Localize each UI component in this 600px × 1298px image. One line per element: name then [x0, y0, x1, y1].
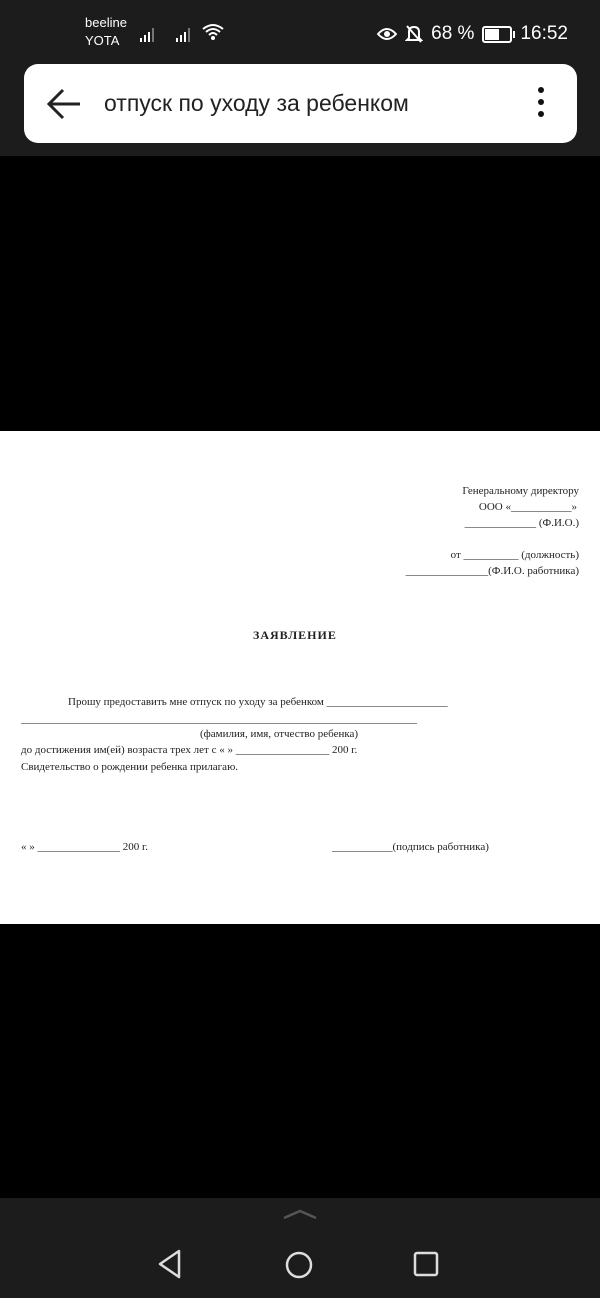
back-arrow-icon[interactable] — [46, 88, 82, 120]
search-region — [0, 64, 600, 156]
eye-icon — [377, 27, 397, 41]
battery-icon — [482, 26, 512, 43]
document-title: ЗАЯВЛЕНИЕ — [253, 628, 337, 642]
body-line-3: до достижения им(ей) возраста трех лет с « » _________________ 200 г. — [21, 744, 358, 756]
bell-off-icon — [405, 24, 423, 44]
battery-percent: 68 % — [431, 23, 475, 44]
body-line-2: ________________________________________________________________________ — [21, 713, 417, 725]
document-image — [0, 431, 600, 924]
search-bar[interactable] — [24, 64, 577, 143]
more-vertical-icon[interactable] — [533, 84, 549, 124]
status-bar — [0, 0, 600, 64]
wifi-icon — [202, 23, 224, 41]
triangle-back-icon[interactable] — [155, 1248, 185, 1280]
body-line-1: Прошу предоставить мне отпуск по уходу за ребенком ______________________ — [68, 696, 448, 708]
handle-icon[interactable] — [282, 1208, 318, 1220]
battery-fill — [485, 29, 499, 40]
circle-home-icon[interactable] — [284, 1250, 314, 1280]
navigation-bar — [0, 1198, 600, 1298]
carrier-1: beeline — [85, 15, 127, 30]
addressee-line-3: _____________ (Ф.И.О.) — [464, 517, 579, 529]
status-right — [377, 20, 568, 48]
from-line-1: от __________ (должность) — [450, 549, 579, 561]
signal-1-icon — [140, 24, 154, 42]
signal-2-icon — [176, 24, 190, 42]
addressee-line-2: ООО «___________» — [478, 501, 577, 513]
body-line-4: Свидетельство о рождении ребенка прилагаю. — [21, 761, 239, 773]
signature-date: « » _______________ 200 г. — [21, 841, 149, 853]
addressee-line-1: Генеральному директору — [462, 485, 579, 497]
carrier-names — [85, 14, 127, 50]
square-recent-icon[interactable] — [413, 1251, 439, 1277]
clock: 16:52 — [520, 23, 568, 44]
body-caption: (фамилия, имя, отчество ребенка) — [200, 728, 359, 740]
from-line-2: _______________(Ф.И.О. работника) — [405, 565, 579, 577]
carrier-2: YOTA — [85, 33, 120, 48]
search-input[interactable]: отпуск по уходу за ребенком — [104, 90, 409, 116]
signature-line: ___________(подпись работника) — [332, 841, 489, 853]
